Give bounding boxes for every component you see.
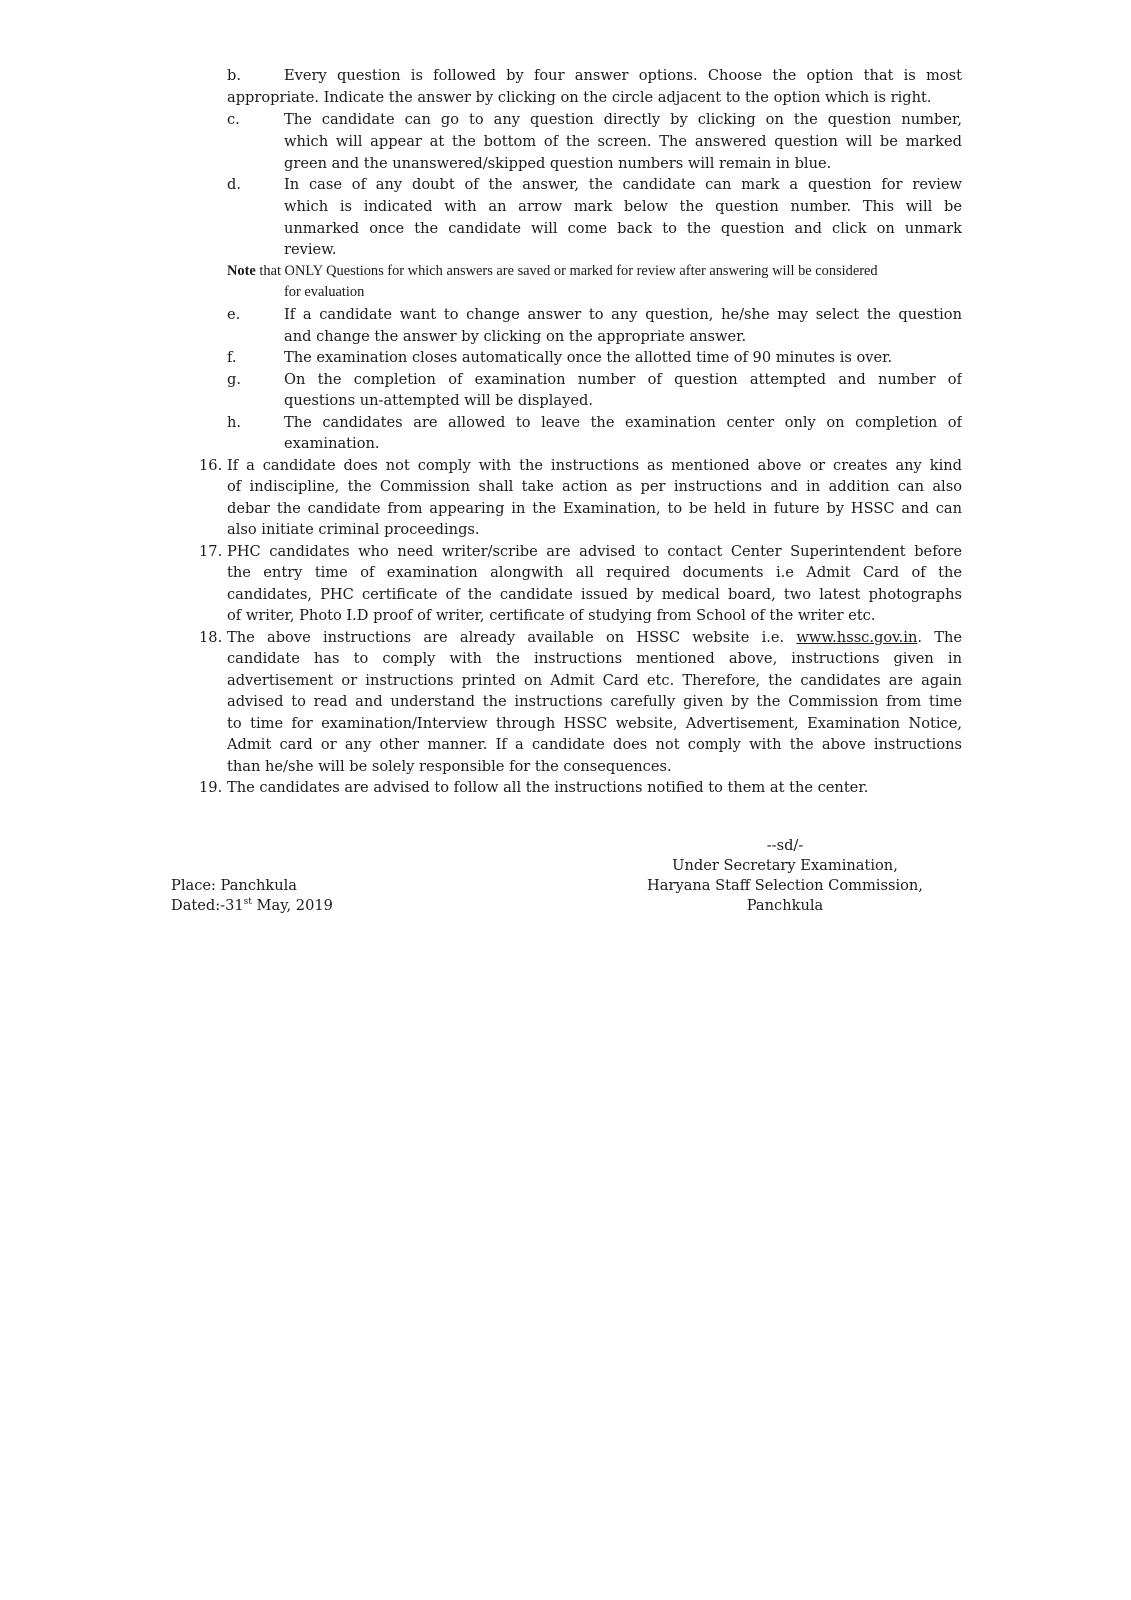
note-text: that ONLY Questions for which answers are saved or marked for review after answering will be considered — [255, 263, 878, 279]
hssc-website-link[interactable]: www.hssc.gov.in — [796, 629, 918, 646]
item-c-line-1: The candidate can go to any question directly by clicking on the question number, — [284, 111, 962, 128]
para-18-line-3: advertisement or instructions printed on Admit Card etc. Therefore, the candidates are again — [227, 672, 962, 689]
item-e-line-1: If a candidate want to change answer to any question, he/she may select the question — [284, 306, 962, 323]
para-18-text-b: . The — [917, 629, 962, 646]
item-g-line-2: questions un-attempted will be displayed. — [284, 392, 593, 409]
para-16-line-3: debar the candidate from appearing in the Examination, to be held in future by HSSC and can — [227, 500, 962, 517]
para-16-line-4: also initiate criminal proceedings. — [227, 521, 480, 538]
para-17-marker: 17. — [199, 543, 223, 560]
para-18-marker: 18. — [199, 629, 223, 646]
para-16-line-2: of indiscipline, the Commission shall take action as per instructions and in addition can also — [227, 478, 962, 495]
item-b-marker: b. — [227, 67, 241, 84]
organization-city: Panchkula — [746, 897, 824, 914]
item-d-line-4: review. — [284, 241, 337, 258]
para-18-line-2: candidate has to comply with the instructions mentioned above, instructions given in — [227, 650, 962, 667]
dated-sup: st — [243, 897, 252, 908]
item-e-marker: e. — [227, 306, 241, 323]
item-d-marker: d. — [227, 176, 241, 193]
para-18-line-1 — [227, 627, 962, 648]
note-label: Note — [227, 263, 256, 279]
designation: Under Secretary Examination, — [672, 857, 898, 874]
para-17-line-2: the entry time of examination alongwith all required documents i.e Admit Card of the — [227, 564, 962, 581]
para-19-line-1: The candidates are advised to follow all the instructions notified to them at the center. — [227, 779, 869, 796]
item-f-marker: f. — [227, 349, 237, 366]
para-17-line-4: of writer, Photo I.D proof of writer, certificate of studying from School of the writer etc. — [227, 607, 876, 624]
item-d-line-3: unmarked once the candidate will come back to the question and click on unmark — [284, 220, 962, 237]
item-e-line-2: and change the answer by clicking on the appropriate answer. — [284, 328, 747, 345]
footer-place: Place: Panchkula — [171, 877, 297, 894]
para-18-line-7: than he/she will be solely responsible for the consequences. — [227, 758, 672, 775]
item-g-marker: g. — [227, 371, 241, 388]
dated-suffix: May, 2019 — [251, 897, 333, 914]
note-line-2: for evaluation — [284, 284, 365, 300]
item-h-marker: h. — [227, 414, 242, 431]
item-b-line-2: appropriate. Indicate the answer by clicking on the circle adjacent to the option which is right. — [227, 89, 932, 106]
item-h-line-1: The candidates are allowed to leave the examination center only on completion of — [284, 414, 962, 431]
para-18-line-6: Admit card or any other manner. If a candidate does not comply with the above instructions — [227, 736, 962, 753]
signature: --sd/- — [766, 837, 804, 854]
para-18-text-a: The above instructions are already available on HSSC website i.e. — [227, 629, 797, 646]
para-17-line-3: candidates, PHC certificate of the candidate issued by medical board, two latest photographs — [227, 586, 962, 603]
para-16-line-1: If a candidate does not comply with the instructions as mentioned above or creates any kind — [227, 457, 962, 474]
item-c-marker: c. — [227, 111, 240, 128]
para-16-marker: 16. — [199, 457, 223, 474]
item-f-line-1: The examination closes automatically once the allotted time of 90 minutes is over. — [284, 349, 893, 366]
para-18-line-4: advised to read and understand the instructions carefully given by the Commission from time — [227, 693, 962, 710]
item-h-line-2: examination. — [284, 435, 380, 452]
item-b-line-1: Every question is followed by four answer options. Choose the option that is most — [284, 67, 962, 84]
note-line-1 — [227, 261, 878, 282]
para-18-line-5: to time for examination/Interview through HSSC website, Advertisement, Examination Notice, — [227, 715, 962, 732]
item-c-line-2: which will appear at the bottom of the screen. The answered question will be marked — [284, 133, 962, 150]
footer-dated — [171, 895, 333, 916]
item-g-line-1: On the completion of examination number of question attempted and number of — [284, 371, 962, 388]
item-d-line-2: which is indicated with an arrow mark below the question number. This will be — [284, 198, 962, 215]
item-c-line-3: green and the unanswered/skipped question numbers will remain in blue. — [284, 155, 832, 172]
para-19-marker: 19. — [199, 779, 223, 796]
item-d-line-1: In case of any doubt of the answer, the candidate can mark a question for review — [284, 176, 962, 193]
organization: Haryana Staff Selection Commission, — [647, 877, 923, 894]
para-17-line-1: PHC candidates who need writer/scribe are advised to contact Center Superintendent before — [227, 543, 962, 560]
dated-prefix: Dated:-31 — [171, 897, 244, 914]
